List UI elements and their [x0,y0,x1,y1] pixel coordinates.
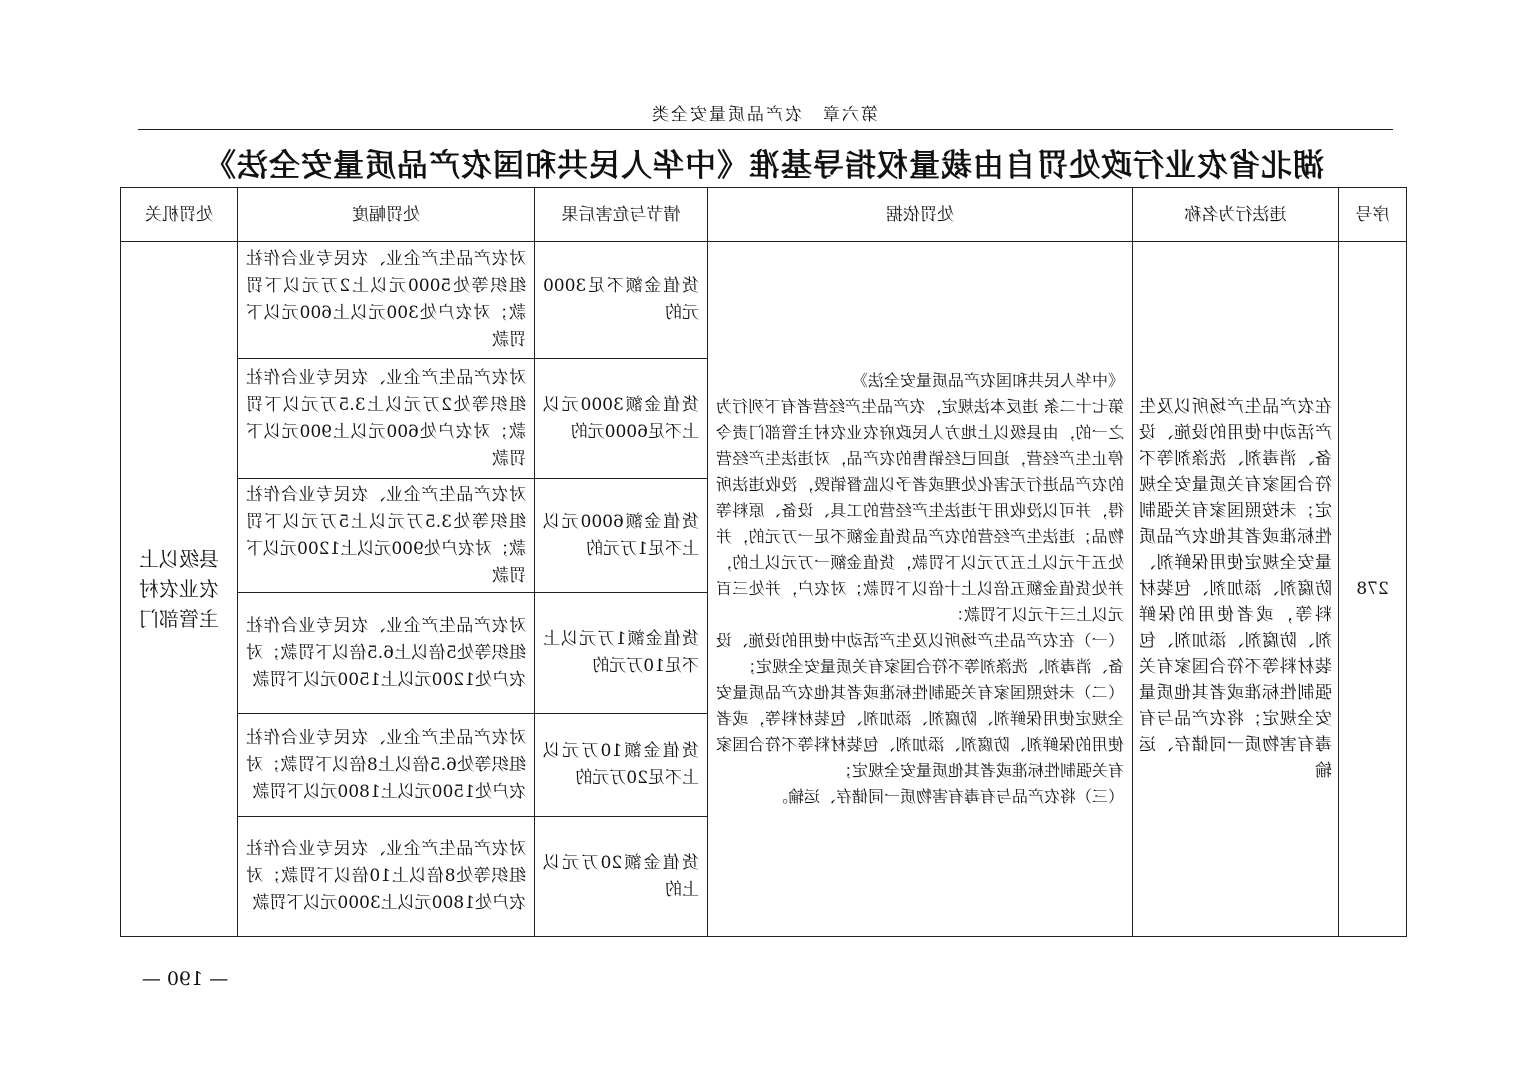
col-header-seq: 序号 [1339,188,1407,242]
chapter-header: 第六章 农产品质量安全类 [650,105,878,125]
plot-cell: 货值金额1万元以上不足10万元的 [535,593,708,714]
authority-cell: 县级以上农业农村主管部门 [121,242,238,937]
seq-cell: 278 [1339,242,1407,937]
range-cell: 对农产品生产企业、农民专业合作社组织等处5倍以上6.5倍以下罚款；对农户处1200元以上1500元以下罚款 [238,593,535,714]
page-number: — 190 — [141,968,229,990]
col-header-range: 处罚幅度 [238,188,535,242]
range-cell: 对农产品生产企业、农民专业合作社组织等处6.5倍以上8倍以下罚款；对农户处1500元以上1800元以下罚款 [238,714,535,817]
range-cell: 对农产品生产企业、农民专业合作社组织等处5000元以上2万元以下罚款；对农户处300元以上600元以下罚款 [238,242,535,359]
plot-cell: 货值金额3000元以上不足6000元的 [535,359,708,479]
plot-cell: 货值金额20万元以上的 [535,817,708,937]
col-header-authority: 处罚机关 [121,188,238,242]
col-header-basis: 处罚依据 [708,188,1133,242]
table-header-row [121,188,1407,242]
violation-name-cell: 在农产品生产场所以及生产活动中使用的设施、设备、消毒剂、洗涤剂等不符合国家有关质量安全规定；未按照国家有关强制性标准或者其他农产品质量安全规定使用保鲜剂、防腐剂、添加剂、包装材料等，或者使用的保鲜剂、防腐剂、添加剂、包装材料等不符合国家有关强制性标准或者其他质量安全规定；将农产品与有毒有害物质一同储存、运输 [1133,242,1339,937]
penalty-table [120,187,1407,937]
penalty-basis-cell: 《中华人民共和国农产品质量安全法》 第七十二条 违反本法规定，农产品生产经营者有下列行为之一的，由县级以上地方人民政府农业农村主管部门责令停止生产经营，追回已经销售的农产品，对违法生产经营的农产品进行无害化处理或者予以监督销毁，没收违法所得，并可以没收用于违法生产经营的工具、设备、原料等物品；违法生产经营的农产品货值金额不足一万元的，并处五千元以上五万元以下罚款，货值金额一万元以上的，并处货值金额五倍以上十倍以下罚款；对农户，并处三百元以上三千元以下罚款： （一）在农产品生产场所以及生产活动中使用的设施、设备、消毒剂、洗涤剂等不符合国家有关质量安全规定； （二）未按照国家有关强制性标准或者其他农产品质量安全规定使用保鲜剂、防腐剂、添加剂、包装材料等，或者使用的保鲜剂、防腐剂、添加剂、包装材料等不符合国家有关强制性标准或者其他质量安全规定； （三）将农产品与有毒有害物质一同储存、运输。 [708,242,1133,937]
col-header-plot: 情节与危害后果 [535,188,708,242]
plot-cell: 货值金额不足3000元的 [535,242,708,359]
table-row [121,242,1407,359]
plot-cell: 货值金额10万元以上不足20万元的 [535,714,708,817]
range-cell: 对农产品生产企业、农民专业合作社组织等处2万元以上3.5万元以下罚款；对农户处600元以上900元以下罚款 [238,359,535,479]
range-cell: 对农产品生产企业、农民专业合作社组织等处8倍以上10倍以下罚款；对农户处1800元以上3000元以下罚款 [238,817,535,937]
page-title: 湖北省农业行政处罚自由裁量权指导基准《中华人民共和国农产品质量安全法》 [204,148,1324,184]
range-cell: 对农产品生产企业、农民专业合作社组织等处3.5万元以上5万元以下罚款；对农户处900元以上1200元以下罚款 [238,479,535,593]
header-rule [138,129,1393,130]
plot-cell: 货值金额6000元以上不足1万元的 [535,479,708,593]
col-header-act: 违法行为名称 [1133,188,1339,242]
